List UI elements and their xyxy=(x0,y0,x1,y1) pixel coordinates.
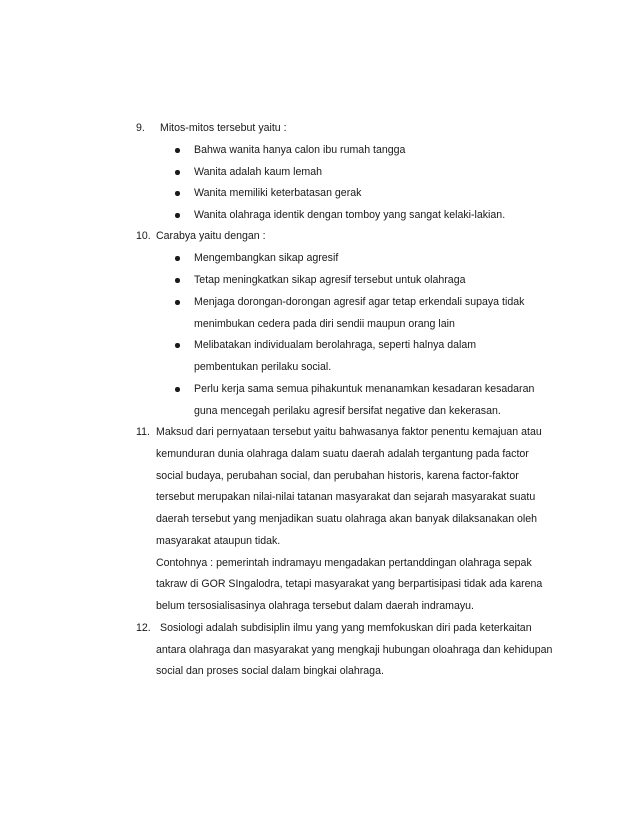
item-11-line-9: belum tersosialisasinya olahraga tersebut dalam daerah indramayu. xyxy=(156,600,474,612)
item-10-bullet-1: Mengembangkan sikap agresif xyxy=(194,252,339,264)
item-10-number: 10. xyxy=(136,230,151,242)
item-12-line-2: antara olahraga dan masyarakat yang mengkaji hubungan oloahraga dan kehidupan xyxy=(156,644,553,656)
item-10-bullet-3-line-2: menimbukan cedera pada diri sendii maupun orang lain xyxy=(194,318,455,330)
item-9-bullet-2: Wanita adalah kaum lemah xyxy=(194,166,322,178)
bullet-icon xyxy=(175,191,180,196)
bullet-icon xyxy=(175,343,180,348)
item-10-intro: Carabya yaitu dengan : xyxy=(156,230,266,242)
item-10-bullet-3-line-1: Menjaga dorongan-dorongan agresif agar tetap erkendali supaya tidak xyxy=(194,296,525,308)
item-11-line-6: masyarakat ataupun tidak. xyxy=(156,535,281,547)
item-11-line-4: tersebut merupakan nilai-nilai tatanan masyarakat dan sejarah masyarakat suatu xyxy=(156,491,536,503)
item-9-intro: Mitos-mitos tersebut yaitu : xyxy=(160,122,287,134)
item-12-number: 12. xyxy=(136,622,151,634)
item-9-number: 9. xyxy=(136,122,145,134)
item-10-bullet-4-line-2: pembentukan perilaku social. xyxy=(194,361,332,373)
item-9-bullet-1: Bahwa wanita hanya calon ibu rumah tangga xyxy=(194,144,406,156)
item-11-line-7: Contohnya : pemerintah indramayu mengadakan pertanddingan olahraga sepak xyxy=(156,557,532,569)
item-10-bullet-4-line-1: Melibatakan individualam berolahraga, seperti halnya dalam xyxy=(194,339,477,351)
item-11-line-1: Maksud dari pernyataan tersebut yaitu bahwasanya faktor penentu kemajuan atau xyxy=(156,426,542,438)
item-9-bullet-4: Wanita olahraga identik dengan tomboy yang sangat kelaki-lakian. xyxy=(194,209,506,221)
item-11-line-8: takraw di GOR SIngalodra, tetapi masyarakat yang berpartisipasi tidak ada karena xyxy=(156,578,543,590)
bullet-icon xyxy=(175,278,180,283)
item-11-line-2: kemunduran dunia olahraga dalam suatu daerah adalah tergantung pada factor xyxy=(156,448,529,460)
bullet-icon xyxy=(175,300,180,305)
item-11-line-3: social budaya, perubahan social, dan perubahan historis, karena factor-faktor xyxy=(156,470,519,482)
bullet-icon xyxy=(175,170,180,175)
item-11-number: 11. xyxy=(136,426,150,438)
item-12-line-1: Sosiologi adalah subdisiplin ilmu yang yang memfokuskan diri pada keterkaitan xyxy=(160,622,532,634)
item-11-line-5: daerah tersebut yang menjadikan suatu olahraga akan banyak dilaksanakan oleh xyxy=(156,513,538,525)
item-10-bullet-2: Tetap meningkatkan sikap agresif tersebut untuk olahraga xyxy=(194,274,466,286)
bullet-icon xyxy=(175,387,180,392)
bullet-icon xyxy=(175,256,180,261)
item-10-bullet-5-line-1: Perlu kerja sama semua pihakuntuk menanamkan kesadaran kesadaran xyxy=(194,383,535,395)
bullet-icon xyxy=(175,213,180,218)
item-10-bullet-5-line-2: guna mencegah perilaku agresif bersifat negative dan kekerasan. xyxy=(194,405,501,417)
bullet-icon xyxy=(175,148,180,153)
item-12-line-3: social dan proses social dalam bingkai olahraga. xyxy=(156,665,384,677)
item-9-bullet-3: Wanita memiliki keterbatasan gerak xyxy=(194,187,362,199)
